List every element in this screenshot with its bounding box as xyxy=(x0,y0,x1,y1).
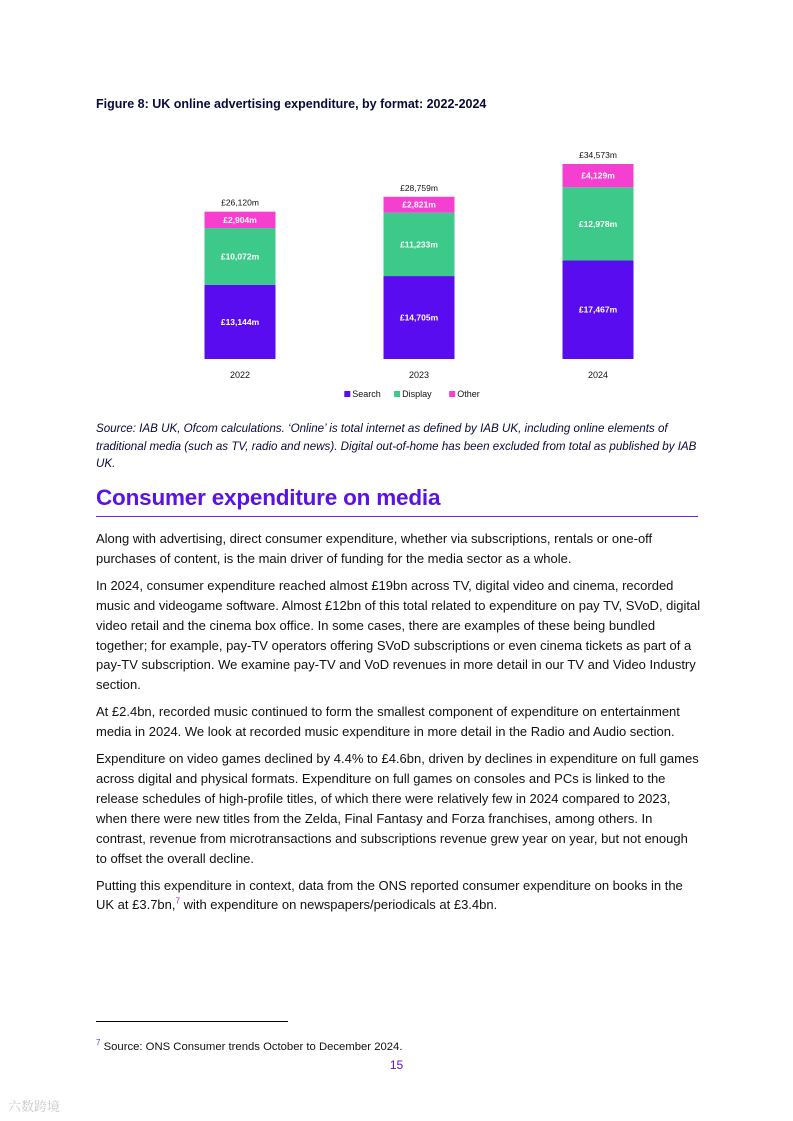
paragraph: At £2.4bn, recorded music continued to form the smallest component of expenditure on entertainment media in 2024. We look at recorded music expenditure in more detail in the Radio and Audio section. xyxy=(96,704,680,740)
section-title: Consumer expenditure on media xyxy=(96,485,441,510)
data-label-search-2022: £13,144m xyxy=(220,316,260,327)
legend-label-display: Display xyxy=(402,389,432,399)
footnote xyxy=(96,1038,403,1053)
x-tick-label-2023: 2023 xyxy=(408,370,430,380)
paragraph: Expenditure on video games declined by 4.4% to £4.6bn, driven by declines in expenditure on full games across digital and physical formats. Expenditure on full games on consoles and PCs is linked to the release schedules of high-profile titles, of which there were relatively few in 2024 compared to 2023, when there were new titles from the Zelda, Final Fantasy and Forza franchises, among others. In contrast, revenue from microtransactions and subscriptions revenue grew year on year, but not enough to offset the overall decline. xyxy=(96,751,699,866)
footnote-ref[interactable]: 7 xyxy=(175,897,180,907)
watermark: 六数跨境 xyxy=(8,1100,61,1115)
legend-swatch-search xyxy=(344,391,350,397)
data-label-display-2023: £11,233m xyxy=(400,239,438,250)
x-tick-label-2022: 2022 xyxy=(229,370,251,380)
page-number: 15 xyxy=(389,1058,404,1072)
paragraph-text: Putting this expenditure in context, data from the ONS reported consumer expenditure on books in the UK at £3.7bn, xyxy=(96,877,683,913)
total-label-2024: £34,573m xyxy=(579,149,617,160)
stacked-bar-chart xyxy=(0,0,793,410)
data-label-display-2022: £10,072m xyxy=(220,251,260,262)
data-label-display-2024: £12,978m xyxy=(578,218,618,229)
paragraph: Along with advertising, direct consumer expenditure, whether via subscriptions, rentals or one-off purchases of content, is the main driver of funding for the media sector as a whole. xyxy=(96,531,653,566)
legend-label-search: Search xyxy=(352,389,381,399)
paragraph: In 2024, consumer expenditure reached almost £19bn across TV, digital video and cinema, recorded music and videogame software. Almost £12bn of this total related to expenditure on pay TV, SVoD, digital video retail and the cinema box office. In some cases, there are examples of these being bundled together; for example, pay-TV operators offering SVoD subscriptions or even cinema tickets as part of a pay-TV subscription. We examine pay-TV and VoD revenues in more detail in our TV and Video Industry section. xyxy=(96,577,701,693)
data-label-search-2024: £17,467m xyxy=(578,304,618,315)
data-label-other-2023: £2,821m xyxy=(402,199,436,210)
data-label-other-2024: £4,129m xyxy=(581,170,615,181)
figure-title: Figure 8: UK online advertising expenditure, by format: 2022-2024 xyxy=(96,97,487,111)
paragraph-text: with expenditure on newspapers/periodicals at £3.4bn. xyxy=(179,897,498,913)
footnote-text: Source: ONS Consumer trends October to December 2024. xyxy=(100,1041,403,1053)
legend-label-other: Other xyxy=(457,389,480,399)
total-label-2022: £26,120m xyxy=(221,197,259,208)
data-label-search-2023: £14,705m xyxy=(399,312,439,323)
x-tick-label-2024: 2024 xyxy=(587,370,609,380)
footnote-number: 7 xyxy=(96,1038,101,1048)
footnote-divider xyxy=(96,1021,288,1022)
body-text xyxy=(96,529,702,922)
legend-swatch-other xyxy=(449,391,455,397)
source-note: Source: IAB UK, Ofcom calculations. ‘Online’ is total internet as defined by IAB UK, including online elements of traditional media (such as TV, radio and news). Digital out-of-home has been excluded from total as published by IAB UK. xyxy=(96,422,697,470)
paragraph xyxy=(96,876,702,916)
data-label-other-2022: £2,904m xyxy=(223,214,257,225)
legend-swatch-display xyxy=(394,391,400,397)
total-label-2023: £28,759m xyxy=(400,182,438,193)
section-divider xyxy=(96,516,698,517)
